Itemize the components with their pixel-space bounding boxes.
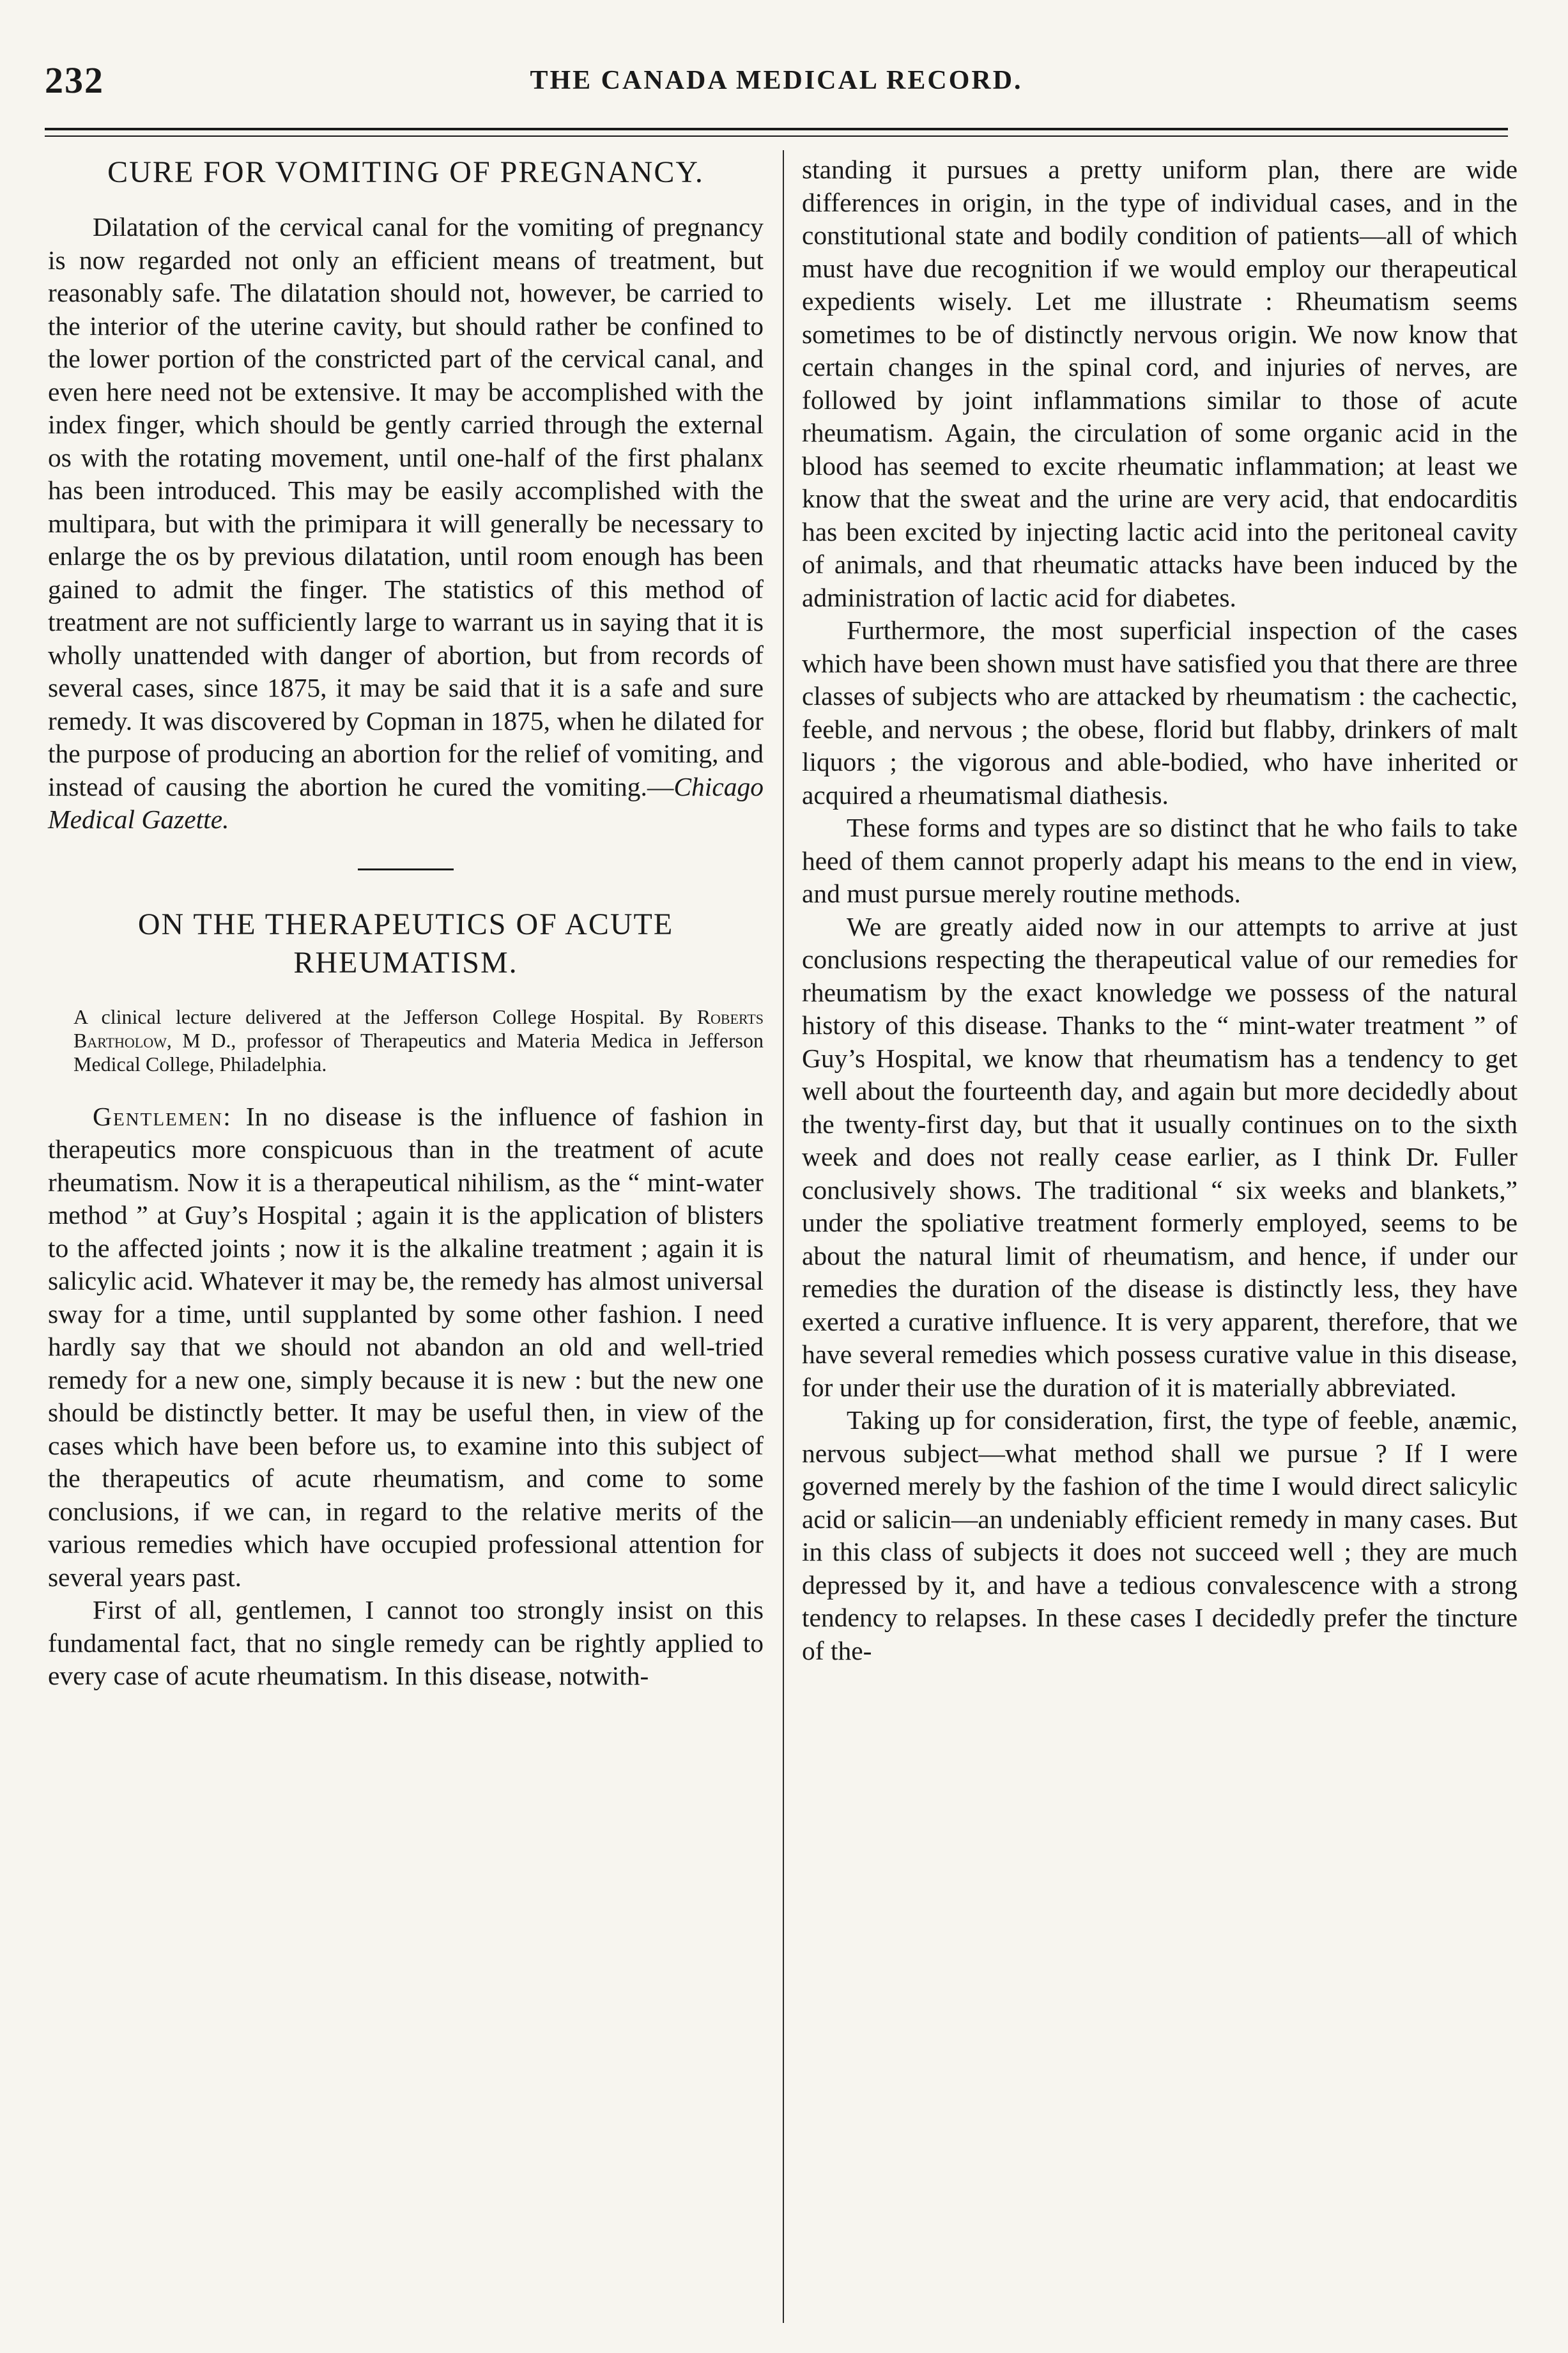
byline-pre: A clinical lecture delivered at the Jefferson College Hospital. By <box>73 1005 697 1028</box>
title-line-1: ON THE THERAPEUTICS OF ACUTE <box>137 907 674 941</box>
header-rule <box>45 128 1508 130</box>
section-divider <box>358 868 454 870</box>
right-column <box>802 153 1518 1667</box>
paragraph-1-text: : In no disease is the influence of fashion in therapeutics more conspicuous than in the treatment of acute rheumatism. Now it is a therapeutical nihilism, as the “ mint-water method ” at Guy’s Hospital ; again it is the application of blisters to the affected joints ; now it is the alkaline treatment ; again it is salicylic acid. Whatever it may be, the remedy has almost universal sway for a time, until supplanted by some other fashion. I need hardly say that we should not abandon an old and well-tried remedy for a new one, simply because it is new : but the new one should be distinctly better. It may be useful then, in view of the cases which have been before us, to examine into this subject of the therapeutics of acute rheumatism, and come to some conclusions, if we can, in regard to the relative merits of the various remedies which have occupied professional attention for several years past. <box>48 1101 764 1592</box>
body-text: Dilatation of the cervical canal for the vomiting of pregnancy is now regarded not only an efficient means of treatment, but reasonably safe. The dilatation should not, however, be carried to the interior of the uterine cavity, but should rather be confined to the lower portion of the constricted part of the cervical canal, and even here need not be extensive. It may be accomplished with the index finger, which should be gently carried through the external os with the rotating movement, until one-half of the first phalanx has been introduced. This may be easily accomplished with the multipara, but with the primipara it will generally be necessary to enlarge the os by previous dilatation, until room enough has been gained to admit the finger. The statistics of this method of treatment are not sufficiently large to warrant us in saying that it is wholly unattended with danger of abortion, but from records of several cases, since 1875, it may be said that it is a safe and sure remedy. It was discovered by Copman in 1875, when he dilated for the purpose of producing an abortion for the relief of vomiting, and instead of causing the abortion he cured the vomiting.— <box>48 212 764 801</box>
source-citation: Chicago Medical Gazette. <box>48 771 764 834</box>
byline-post: , M D., professor of Therapeutics and Materia Medica in Jefferson Medical College, Philadelphia. <box>73 1028 764 1076</box>
byline <box>48 1005 764 1076</box>
paragraph-2: First of all, gentlemen, I cannot too strongly insist on this fundamental fact, that no single remedy can be rightly applied to every case of acute rheumatism. In this disease, notwith- <box>48 1595 764 1690</box>
paragraph-2-continued: standing it pursues a pretty uniform plan, there are wide differences in origin, in the type of individual cases, and in the constitutional state and bodily condition of patients—all of which must have due recognition if we would employ our therapeutical expedients wisely. Let me illustrate : Rheumatism seems sometimes to be of distinctly nervous origin. We now know that certain changes in the spinal cord, and injuries of nerves, are followed by joint inflammations similar to those of acute rheumatism. Again, the circulation of some organic acid in the blood has seemed to excite rheumatic inflammation; at least we know that the sweat and the urine are very acid, that endocarditis has been excited by injecting lactic acid into the peritoneal cavity of animals, and that rheumatic attacks have been induced by the administration of lactic acid for diabetes. <box>802 155 1518 612</box>
article-body-vomiting <box>48 211 764 837</box>
byline-author: Roberts Bartholow <box>73 1005 764 1052</box>
salutation: Gentlemen <box>93 1101 224 1131</box>
header-rule-thin <box>45 135 1508 137</box>
paragraph-5: We are greatly aided now in our attempts to arrive at just conclusions respecting the therapeutical value of our remedies for rheumatism by the exact knowledge we possess of the natural history of this disease. Thanks to the “ mint-water treatment ” of Guy’s Hospital, we know that rheumatism has a tendency to get well about the fourteenth day, and again but more decidedly about the twenty-first day, but that it usually continues on to the sixth week and does not really cease earlier, as I think Dr. Fuller conclusively shows. The traditional “ six weeks and blankets,” under the spoliative treatment formerly employed, seems to be about the natural limit of rheumatism, and hence, if under our remedies the duration of the disease is distinctly less, they have exerted a curative influence. It is very apparent, therefore, that we have several remedies which possess curative value in this disease, for under their use the duration of it is materially abbreviated. <box>802 911 1518 1402</box>
running-head: THE CANADA MEDICAL RECORD. <box>530 66 1023 95</box>
page-number: 232 <box>45 59 104 101</box>
left-column <box>48 153 764 1693</box>
paragraph-3: Furthermore, the most superficial inspection of the cases which have been shown must have satisfied you that there are three classes of subjects who are attacked by rheumatism : the cachectic, feeble, and nervous ; the obese, florid but flabby, drinkers of malt liquors ; the vigorous and able-bodied, who have inherited or acquired a rheumatismal diathesis. <box>802 615 1518 810</box>
page-header <box>45 59 1508 110</box>
article-title-vomiting: CURE FOR VOMITING OF PREGNANCY. <box>107 155 704 189</box>
paragraph-6: Taking up for consideration, first, the type of feeble, anæmic, nervous subject—what method shall we pursue ? If I were governed merely by the fashion of the time I would direct salicylic acid or salicin—an undeniably efficient remedy in many cases. But in this class of subjects it does not succeed well ; they are much depressed by it, and have a tedious convalescence with a strong tendency to relapses. In these cases I decidedly prefer the tincture of the- <box>802 1405 1518 1665</box>
article-title-rheumatism <box>48 906 764 982</box>
paragraph-1 <box>48 1100 764 1594</box>
paragraph-4: These forms and types are so distinct that he who fails to take heed of them cannot properly adapt his means to the end in view, and must pursue merely routine methods. <box>802 813 1518 908</box>
title-line-2: RHEUMATISM. <box>293 945 518 980</box>
column-divider <box>783 150 784 2323</box>
